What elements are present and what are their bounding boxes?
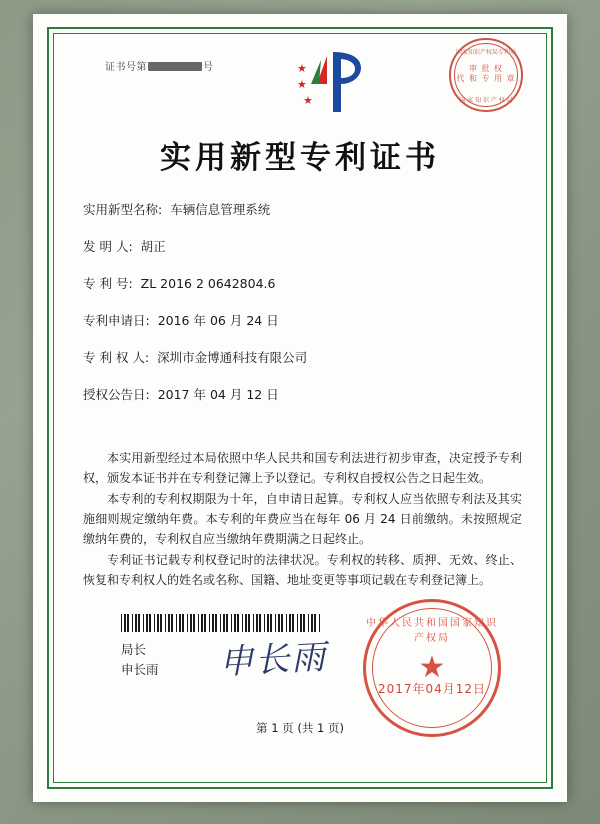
official-seal xyxy=(363,599,501,737)
sipo-logo-icon xyxy=(295,50,369,114)
legal-paragraph: 专利证书记载专利权登记时的法律状况。专利权的转移、质押、无效、终止、恢复和专利权人的姓名或名称、国籍、地址变更等事项记载在专利登记簿上。 xyxy=(83,553,522,587)
field-row xyxy=(83,313,527,328)
svg-text:★: ★ xyxy=(297,78,307,91)
certificate-number-suffix: 号 xyxy=(203,62,214,73)
field-label: 发 明 人: xyxy=(83,239,133,254)
field-value: 车辆信息管理系统 xyxy=(170,202,271,217)
approval-stamp-arc-bottom: 国 家 知 识 产 权 局 xyxy=(459,97,513,104)
field-label: 专 利 权 人: xyxy=(83,350,150,365)
approval-stamp-arc-top: 国家知识产权局专利局 xyxy=(455,49,516,56)
handwritten-signature: 申长雨 xyxy=(218,637,329,683)
director-block xyxy=(121,640,159,680)
field-value: 2016 年 06 月 24 日 xyxy=(157,313,279,328)
field-row xyxy=(83,276,527,291)
director-title: 局长 xyxy=(121,642,147,657)
certificate-number-label: 证书号第 xyxy=(105,62,147,73)
field-label: 授权公告日: xyxy=(83,387,150,402)
svg-text:★: ★ xyxy=(297,62,307,75)
field-row xyxy=(83,202,527,217)
field-row xyxy=(83,387,527,402)
approval-stamp xyxy=(449,38,523,112)
director-name: 申长雨 xyxy=(121,662,159,677)
field-value: 胡正 xyxy=(140,239,166,254)
fields-list xyxy=(83,202,527,424)
page-footer: 第 1 页 (共 1 页) xyxy=(256,721,344,735)
svg-text:★: ★ xyxy=(303,94,313,107)
certificate-number xyxy=(105,58,214,73)
field-value: ZL 2016 2 0642804.6 xyxy=(140,276,276,291)
legal-paragraph: 本实用新型经过本局依照中华人民共和国专利法进行初步审查，决定授予专利权，颁发本证书并在专利登记簿上予以登记。专利权自授权公告之日起生效。 xyxy=(83,451,522,485)
field-value: 深圳市金博通科技有限公司 xyxy=(157,350,308,365)
field-row xyxy=(83,350,527,365)
field-label: 专利申请日: xyxy=(83,313,150,328)
field-row xyxy=(83,239,527,254)
official-seal-arc-top: 中华人民共和国国家知识产权局 xyxy=(366,618,498,644)
page-title: 实用新型专利证书 xyxy=(160,140,440,176)
certificate-number-redacted xyxy=(148,62,202,71)
seal-date: 2017年04月12日 xyxy=(377,682,487,696)
legal-text xyxy=(83,448,522,591)
approval-stamp-line2: 代 和 专 用 章 xyxy=(456,74,516,83)
barcode xyxy=(121,614,321,632)
legal-paragraph: 本专利的专利权期限为十年，自申请日起算。专利权人应当依照专利法及其实施细则规定缴纳年费。本专利的年费应当在每年 06 月 24 日前缴纳。未按照规定缴纳年费的，专利权自应当缴纳年费期满之日起终止。 xyxy=(83,492,522,546)
field-label: 实用新型名称: xyxy=(83,202,163,217)
field-value: 2017 年 04 月 12 日 xyxy=(157,387,279,402)
certificate-page xyxy=(33,14,567,802)
approval-stamp-line1: 审 批 权 xyxy=(468,64,504,73)
field-label: 专 利 号: xyxy=(83,276,133,291)
star-icon: ★ xyxy=(418,650,446,685)
